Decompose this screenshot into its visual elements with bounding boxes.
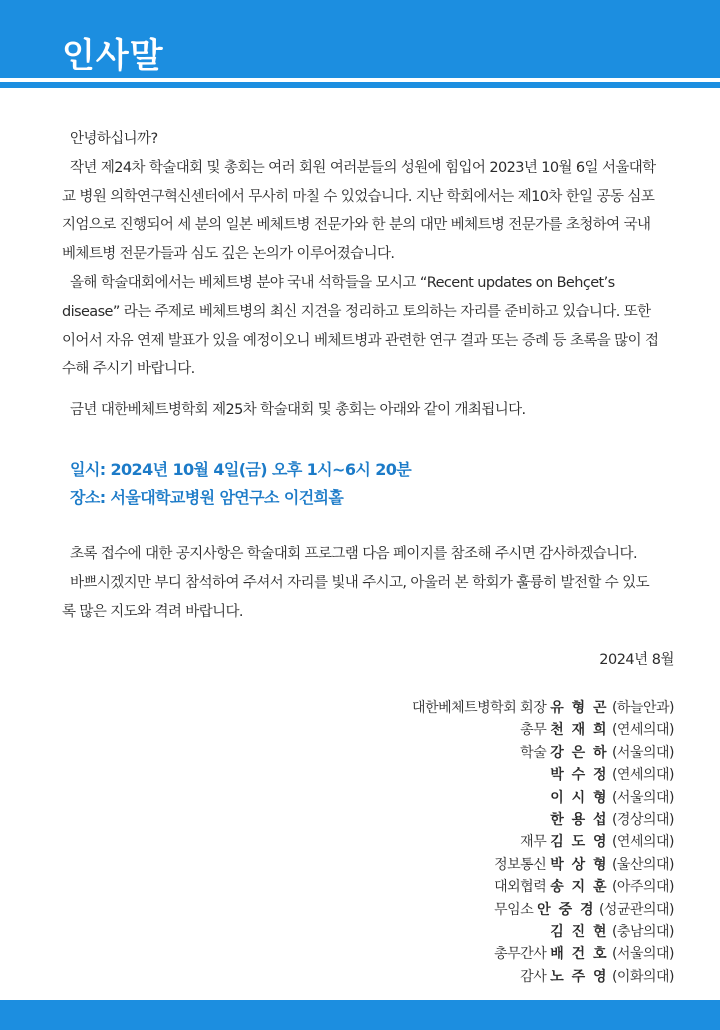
event-place: 장소: 서울대학교병원 암연구소 이건희홀 bbox=[70, 488, 344, 507]
signature-affiliation: (서울의대) bbox=[611, 789, 674, 806]
signature-affiliation: (서울의대) bbox=[611, 744, 674, 761]
signature-name: 한 용 섭 bbox=[550, 812, 609, 829]
signature-affiliation: (충남의대) bbox=[611, 924, 674, 941]
signature-row bbox=[254, 854, 674, 876]
signature-affiliation: (연세의대) bbox=[611, 834, 674, 851]
signature-row bbox=[254, 697, 674, 719]
signature-name: 노 주 영 bbox=[550, 968, 609, 985]
notice-block bbox=[62, 396, 662, 425]
signature-name: 강 은 하 bbox=[550, 744, 609, 761]
signature-name: 박 수 정 bbox=[550, 767, 609, 784]
signature-role: 감사 bbox=[520, 968, 547, 985]
signature-row bbox=[254, 719, 674, 741]
page-title: 인사말 bbox=[62, 36, 164, 76]
signature-role: 재무 bbox=[520, 834, 547, 851]
event-date: 일시: 2024년 10월 4일(금) 오후 1시~6시 20분 bbox=[70, 460, 412, 479]
signature-affiliation: (서울의대) bbox=[611, 946, 674, 963]
signature-role: 대한베체트병학회 회장 bbox=[412, 700, 547, 716]
signature-row bbox=[254, 966, 674, 988]
signature-affiliation: (연세의대) bbox=[611, 767, 674, 784]
signature-name: 안 중 경 bbox=[537, 901, 595, 918]
signature-list bbox=[254, 697, 674, 988]
signature-affiliation: (이화의대) bbox=[611, 968, 674, 985]
signature-affiliation: (연세의대) bbox=[611, 722, 674, 739]
signature-name: 송 지 훈 bbox=[550, 879, 609, 896]
signature-affiliation: (성균관의대) bbox=[598, 901, 674, 918]
signature-row bbox=[254, 809, 674, 831]
signature-row bbox=[254, 742, 674, 764]
signature-role: 대외협력 bbox=[494, 879, 547, 896]
signature-name: 이 시 형 bbox=[550, 789, 609, 806]
signature-row bbox=[254, 787, 674, 809]
notice-text: 금년 대한베체트병학회 제25차 학술대회 및 총회는 아래와 같이 개최됩니다. bbox=[70, 402, 526, 418]
paragraph-last-year: 작년 제24차 학술대회 및 총회는 여러 회원 여러분들의 성원에 힘입어 2023년 10월 6일 서울대학교 병원 의학연구혁신센터에서 무사히 마칠 수 있었습니다. 지난 학회에서는 제10차 한일 공동 심포지엄으로 진행되어 세 분의 일본 베체트병 전문가와 한 분의 대만 베체트병 전문가를 초청하여 국내 베체트병 전문가들과 심도 깊은 논의가 이루어졌습니다. bbox=[62, 159, 656, 263]
header-divider bbox=[0, 82, 720, 88]
signature-name: 천 재 희 bbox=[550, 722, 609, 739]
signature-role: 총무간사 bbox=[494, 946, 547, 963]
paragraph-this-year: 올해 학술대회에서는 베체트병 분야 국내 석학들을 모시고 “Recent updates on Behçet’s disease” 라는 주제로 베체트병의 최신 지견을 정리하고 토의하는 자리를 준비하고 있습니다. 또한 이어서 자유 연제 발표가 있을 예정이오니 베체트병과 관련한 연구 결과 또는 증례 등 초록을 많이 접수해 주시기 바랍니다. bbox=[62, 274, 659, 378]
signature-row bbox=[254, 921, 674, 943]
signature-role: 총무 bbox=[520, 722, 547, 739]
signature-row bbox=[254, 831, 674, 853]
signature-row bbox=[254, 943, 674, 965]
signature-role: 학술 bbox=[520, 744, 547, 761]
event-info bbox=[62, 456, 662, 512]
signature-name: 김 도 영 bbox=[550, 834, 609, 851]
letter-intro bbox=[62, 125, 662, 384]
signature-role: 정보통신 bbox=[494, 856, 547, 873]
paragraph-abstract-notice: 초록 접수에 대한 공지사항은 학술대회 프로그램 다음 페이지를 참조해 주시면 감사하겠습니다. bbox=[70, 546, 637, 562]
signature-name: 배 건 호 bbox=[550, 946, 609, 963]
signature-role: 무임소 bbox=[494, 901, 534, 918]
footer-band bbox=[0, 1000, 720, 1030]
signature-row bbox=[254, 876, 674, 898]
signature-row bbox=[254, 764, 674, 786]
signature-row bbox=[254, 899, 674, 921]
greeting-text: 안녕하십니까? bbox=[70, 131, 158, 147]
signature-affiliation: (하늘안과) bbox=[611, 700, 674, 716]
paragraph-closing: 바쁘시겠지만 부디 참석하여 주셔서 자리를 빛내 주시고, 아울러 본 학회가 훌륭히 발전할 수 있도록 많은 지도와 격려 바랍니다. bbox=[62, 574, 649, 620]
signature-name: 유 형 곤 bbox=[550, 700, 609, 716]
signature-name: 김 진 현 bbox=[550, 924, 609, 941]
signature-affiliation: (울산의대) bbox=[611, 856, 674, 873]
signature-affiliation: (아주의대) bbox=[611, 879, 674, 896]
signature-affiliation: (경상의대) bbox=[611, 812, 674, 829]
letter-date: 2024년 8월 bbox=[599, 652, 674, 668]
signature-name: 박 상 형 bbox=[550, 856, 609, 873]
letter-closing bbox=[62, 540, 662, 626]
